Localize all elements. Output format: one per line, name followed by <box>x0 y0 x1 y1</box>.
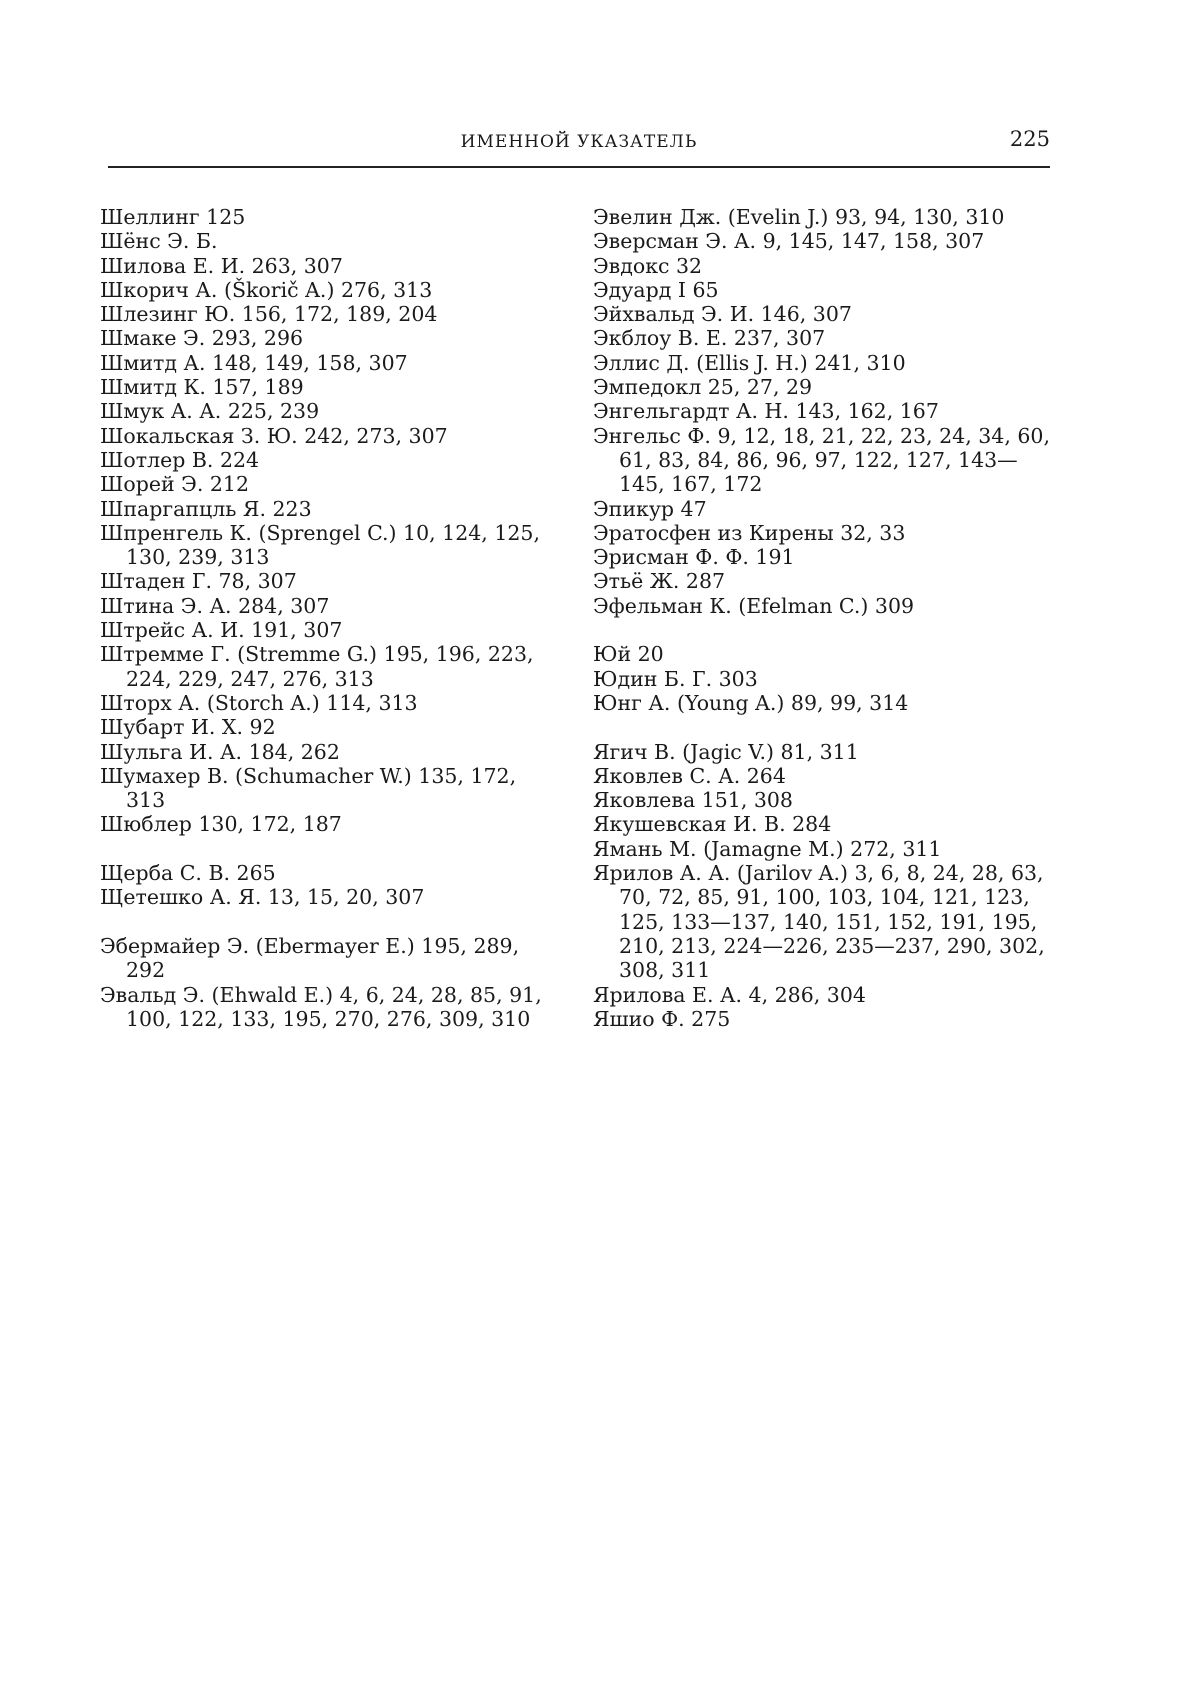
index-entry: Эвальд Э. (Ehwald E.) 4, 6, 24, 28, 85, 91, 100, 122, 133, 195, 270, 276, 309, 310 <box>100 982 542 1031</box>
index-entry: Эпикур 47 <box>593 496 707 521</box>
index-entry: Эмпедокл 25, 27, 29 <box>593 375 813 400</box>
index-entry: Шмаке Э. 293, 296 <box>100 326 304 351</box>
index-entry: Ярилов А. А. (Jarilov A.) 3, 6, 8, 24, 28, 63, 70, 72, 85, 91, 100, 103, 104, 121, 123, 125, 133—137, 140, 151, 152, 191, 195, 210, 213, 224—226, 235—237, 290, 302, 308, 311 <box>593 861 1045 983</box>
index-entry: Эллис Д. (Ellis J. H.) 241, 310 <box>593 350 906 375</box>
index-entry: Шмитд К. 157, 189 <box>100 375 304 400</box>
index-entry: Ягич В. (Jagic V.) 81, 311 <box>593 739 859 764</box>
index-entry: Шульга И. А. 184, 262 <box>100 739 340 764</box>
index-entry: Шорей Э. 212 <box>100 472 250 497</box>
index-entry: Ярилова Е. А. 4, 286, 304 <box>593 982 866 1007</box>
index-group <box>593 740 1059 1032</box>
index-entry: Юдин Б. Г. 303 <box>593 666 758 691</box>
index-entry: Шотлер В. 224 <box>100 447 260 472</box>
header-title: ИМЕННОЙ УКАЗАТЕЛЬ <box>460 132 698 152</box>
index-entry: Шмитд А. 148, 149, 158, 307 <box>100 350 408 375</box>
index-entry: Шёнс Э. Б. <box>100 229 218 254</box>
index-entry: Штремме Г. (Stremme G.) 195, 196, 223, 224, 229, 247, 276, 313 <box>100 642 534 691</box>
index-entry: Юнг А. (Young A.) 89, 99, 314 <box>593 690 909 715</box>
index-entry: Шлезинг Ю. 156, 172, 189, 204 <box>100 302 438 327</box>
index-entry: Экблоу В. Е. 237, 307 <box>593 326 826 351</box>
group-gap <box>593 715 1059 739</box>
index-entry: Ямань М. (Jamagne M.) 272, 311 <box>593 836 942 861</box>
index-entry: Штина Э. А. 284, 307 <box>100 593 330 618</box>
index-entry: Энгельс Ф. 9, 12, 18, 21, 22, 23, 24, 34, 60, 61, 83, 84, 86, 96, 97, 122, 127, 143—145, 167, 172 <box>593 423 1050 497</box>
index-entry: Эбермайер Э. (Ebermayer E.) 195, 289, 292 <box>100 933 520 983</box>
page-number: 225 <box>1009 127 1050 151</box>
index-group <box>100 934 558 1031</box>
index-entry: Шкорич А. (Škorič A.) 276, 313 <box>100 277 433 302</box>
running-header <box>108 124 1050 158</box>
right-column <box>593 205 1059 1031</box>
index-entry: Эдуард I 65 <box>593 277 719 302</box>
group-gap <box>100 837 558 861</box>
index-group <box>593 642 1059 715</box>
index-entry: Шпаргапцль Я. 223 <box>100 496 312 521</box>
index-entry: Шпренгель К. (Sprengel C.) 10, 124, 125, 130, 239, 313 <box>100 520 540 570</box>
index-entry: Юй 20 <box>593 642 664 667</box>
group-gap <box>100 910 558 934</box>
index-entry: Щетешко А. Я. 13, 15, 20, 307 <box>100 885 425 910</box>
index-entry: Энгельгардт А. Н. 143, 162, 167 <box>593 399 939 424</box>
index-entry: Шмук А. А. 225, 239 <box>100 399 320 424</box>
index-entry: Якушевская И. В. 284 <box>593 812 832 837</box>
index-group <box>100 205 558 837</box>
index-entry: Эратосфен из Кирены 32, 33 <box>593 520 906 545</box>
header-rule <box>108 166 1050 168</box>
index-entry: Шторх А. (Storch A.) 114, 313 <box>100 690 418 715</box>
index-entry: Эрисман Ф. Ф. 191 <box>593 545 795 570</box>
index-entry: Шилова Е. И. 263, 307 <box>100 253 343 278</box>
index-entry: Штрейс А. И. 191, 307 <box>100 618 343 643</box>
index-entry: Шумахер В. (Schumacher W.) 135, 172, 313 <box>100 763 517 813</box>
index-entry: Эвдокс 32 <box>593 253 703 278</box>
index-entry: Эверсман Э. А. 9, 145, 147, 158, 307 <box>593 229 985 254</box>
index-entry: Шубарт И. Х. 92 <box>100 715 276 740</box>
left-column <box>100 205 558 1031</box>
index-entry: Штаден Г. 78, 307 <box>100 569 297 594</box>
index-group <box>593 205 1059 618</box>
index-entry: Шеллинг 125 <box>100 205 246 229</box>
index-entry: Шокальская З. Ю. 242, 273, 307 <box>100 423 448 448</box>
index-entry: Щерба С. В. 265 <box>100 861 276 886</box>
index-entry: Эйхвальд Э. И. 146, 307 <box>593 302 852 327</box>
index-entry: Этьё Ж. 287 <box>593 569 726 594</box>
index-entry: Яковлева 151, 308 <box>593 788 793 813</box>
index-group <box>100 861 558 910</box>
index-entry: Яшио Ф. 275 <box>593 1006 731 1031</box>
group-gap <box>593 618 1059 642</box>
index-entry: Эвелин Дж. (Evelin J.) 93, 94, 130, 310 <box>593 205 1005 229</box>
index-entry: Яковлев С. А. 264 <box>593 763 786 788</box>
index-entry: Шюблер 130, 172, 187 <box>100 812 342 837</box>
index-entry: Эфельман К. (Efelman C.) 309 <box>593 593 915 618</box>
